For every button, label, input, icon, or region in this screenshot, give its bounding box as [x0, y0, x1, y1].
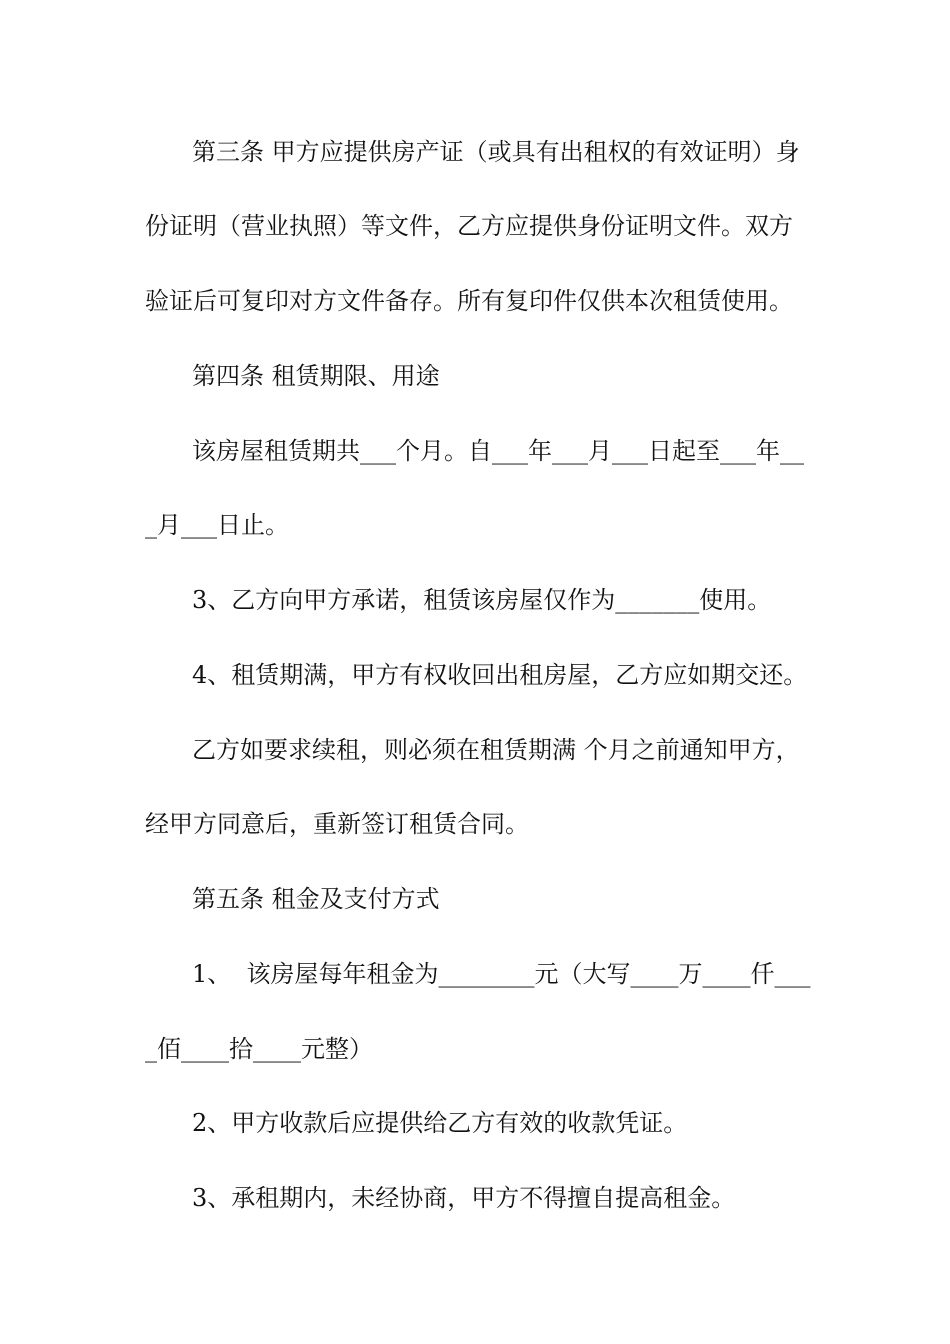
- paragraph-renewal-line-2: 经甲方同意后，重新签订租赁合同。: [145, 810, 529, 838]
- paragraph-article-3-line-2: 份证明（营业执照）等文件，乙方应提供身份证明文件。双方: [145, 212, 793, 240]
- paragraph-article-3-line-1: 第三条 甲方应提供房产证（或具有出租权的有效证明）身: [192, 138, 800, 166]
- paragraph-receipt: 2、甲方收款后应提供给乙方有效的收款凭证。: [192, 1109, 688, 1137]
- paragraph-rent-line-2: _佰____拾____元整）: [145, 1035, 373, 1063]
- paragraph-article-3-line-3: 验证后可复印对方文件备存。所有复印件仅供本次租赁使用。: [145, 287, 793, 315]
- paragraph-rent-line-1: 1、 该房屋每年租金为________元（大写____万____仟___: [192, 960, 811, 988]
- paragraph-renewal-line-1: 乙方如要求续租，则必须在租赁期满 个月之前通知甲方，: [192, 736, 800, 764]
- paragraph-use: 3、乙方向甲方承诺，租赁该房屋仅作为_______使用。: [192, 586, 772, 614]
- paragraph-no-increase: 3、承租期内，未经协商，甲方不得擅自提高租金。: [192, 1184, 736, 1212]
- paragraph-term-line-2: _月___日止。: [145, 511, 289, 539]
- heading-article-4: 第四条 租赁期限、用途: [192, 362, 440, 390]
- paragraph-term-line-1: 该房屋租赁期共___个月。自___年___月___日起至___年__: [192, 437, 804, 465]
- paragraph-expiry: 4、租赁期满，甲方有权收回出租房屋，乙方应如期交还。: [192, 661, 808, 689]
- heading-article-5: 第五条 租金及支付方式: [192, 885, 440, 913]
